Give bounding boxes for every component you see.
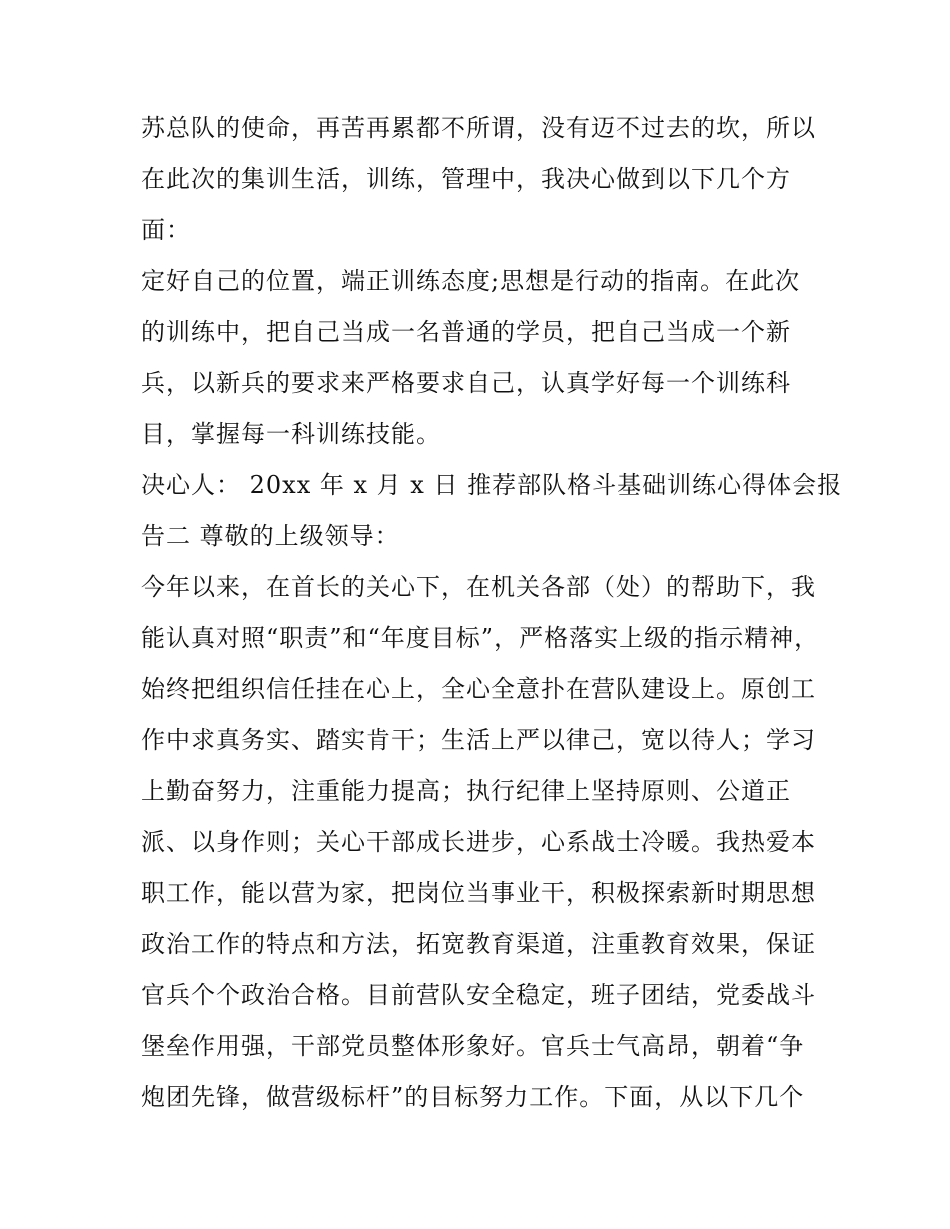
text-line: 官兵个个政治合格。目前营队安全稳定，班子团结，党委战斗 (141, 981, 816, 1009)
text-line: 政治工作的特点和方法，拓宽教育渠道，注重教育效果，保证 (141, 930, 816, 958)
text-line: 上勤奋努力，注重能力提高；执行纪律上坚持原则、公道正 (141, 777, 791, 805)
document-body (141, 103, 843, 1123)
text-line: 兵，以新兵的要求来严格要求自己，认真学好每一个训练科 (141, 369, 791, 397)
text-line: 今年以来，在首长的关心下，在机关各部（处）的帮助下，我 (141, 573, 816, 601)
text-line: 面： (141, 216, 191, 244)
text-line: 苏总队的使命，再苦再累都不所谓，没有迈不过去的坎，所以 (141, 114, 816, 142)
text-line: 能认真对照“职责”和“年度目标”，严格落实上级的指示精神， (141, 624, 820, 652)
text-line: 决心人： 20xx 年 x 月 x 日 推荐部队格斗基础训练心得体会报 (141, 471, 843, 499)
text-line: 始终把组织信任挂在心上，全心全意扑在营队建设上。原创工 (141, 675, 816, 703)
text-line: 在此次的集训生活，训练，管理中，我决心做到以下几个方 (141, 165, 791, 193)
text-line: 炮团先锋，做营级标杆”的目标努力工作。下面，从以下几个 (141, 1083, 805, 1111)
text-line: 定好自己的位置，端正训练态度;思想是行动的指南。在此次 (141, 267, 801, 295)
text-line: 职工作，能以营为家，把岗位当事业干，积极探索新时期思想 (141, 879, 816, 907)
text-line: 堡垒作用强，干部党员整体形象好。官兵士气高昂，朝着“争 (141, 1032, 805, 1060)
text-line: 目，掌握每一科训练技能。 (141, 420, 441, 448)
text-line: 的训练中，把自己当成一名普通的学员，把自己当成一个新 (141, 318, 791, 346)
text-line: 作中求真务实、踏实肯干；生活上严以律己，宽以待人；学习 (141, 726, 816, 754)
text-line: 告二 尊敬的上级领导： (141, 522, 400, 550)
text-line: 派、以身作则；关心干部成长进步，心系战士冷暖。我热爱本 (141, 828, 816, 856)
